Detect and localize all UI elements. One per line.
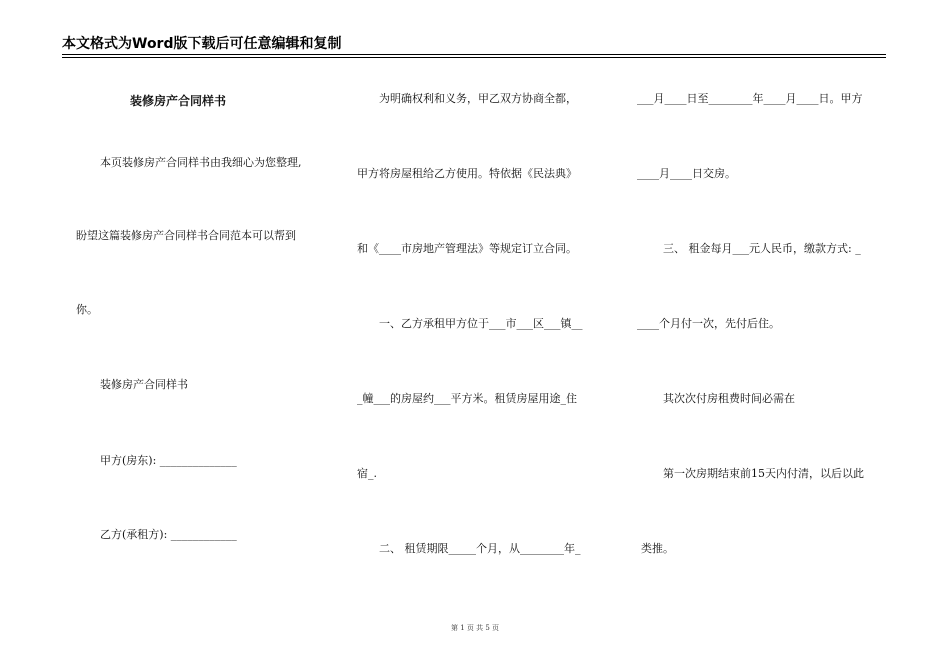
paragraph-line: 你。 xyxy=(76,303,98,316)
clause-3-line: ____个月付一次，先付后住。 xyxy=(637,317,780,330)
clause-1-line: 一、乙方承租甲方位于___市___区___镇__ xyxy=(379,317,583,330)
paragraph-line: 装修房产合同样书 xyxy=(100,378,188,391)
party-b-line: 乙方(承租方): ____________ xyxy=(100,528,237,541)
page-number: 第 1 页 共 5 页 xyxy=(450,624,500,632)
party-a-line: 甲方(房东): ______________ xyxy=(100,454,237,467)
clause-2-line: 二、 租赁期限_____个月，从________年_ xyxy=(379,542,581,555)
paragraph-line: 为明确权利和义务，甲乙双方协商全都， xyxy=(379,92,577,105)
paragraph-line: 甲方将房屋租给乙方使用。特依据《民法典》 xyxy=(357,167,577,180)
header-rule xyxy=(62,57,886,58)
clause-1-line: _幢___的房屋约___平方米。租赁房屋用途_住 xyxy=(357,392,577,405)
clause-1-line: 宿_. xyxy=(357,467,377,480)
paragraph-line: 和《____市房地产管理法》等规定订立合同。 xyxy=(357,242,577,255)
paragraph-line: ___月____日至________年____月____日。甲方 xyxy=(637,92,863,105)
paragraph-line: 盼望这篇装修房产合同样书合同范本可以帮到 xyxy=(76,229,296,242)
paragraph-line: ____月____日交房。 xyxy=(637,167,736,180)
paragraph-line: 第一次房期结束前15天内付清，以后以此 xyxy=(663,467,864,480)
document-header: 本文格式为Word版下载后可任意编辑和复制 xyxy=(62,36,886,55)
paragraph-line: 本页装修房产合同样书由我细心为您整理, xyxy=(100,156,302,169)
clause-3-line: 三、 租金每月___元人民币，缴款方式: _ xyxy=(663,242,861,255)
paragraph-line: 类推。 xyxy=(641,542,674,555)
paragraph-line: 其次次付房租费时间必需在 xyxy=(663,392,795,405)
doc-title: 装修房产合同样书 xyxy=(130,94,227,108)
